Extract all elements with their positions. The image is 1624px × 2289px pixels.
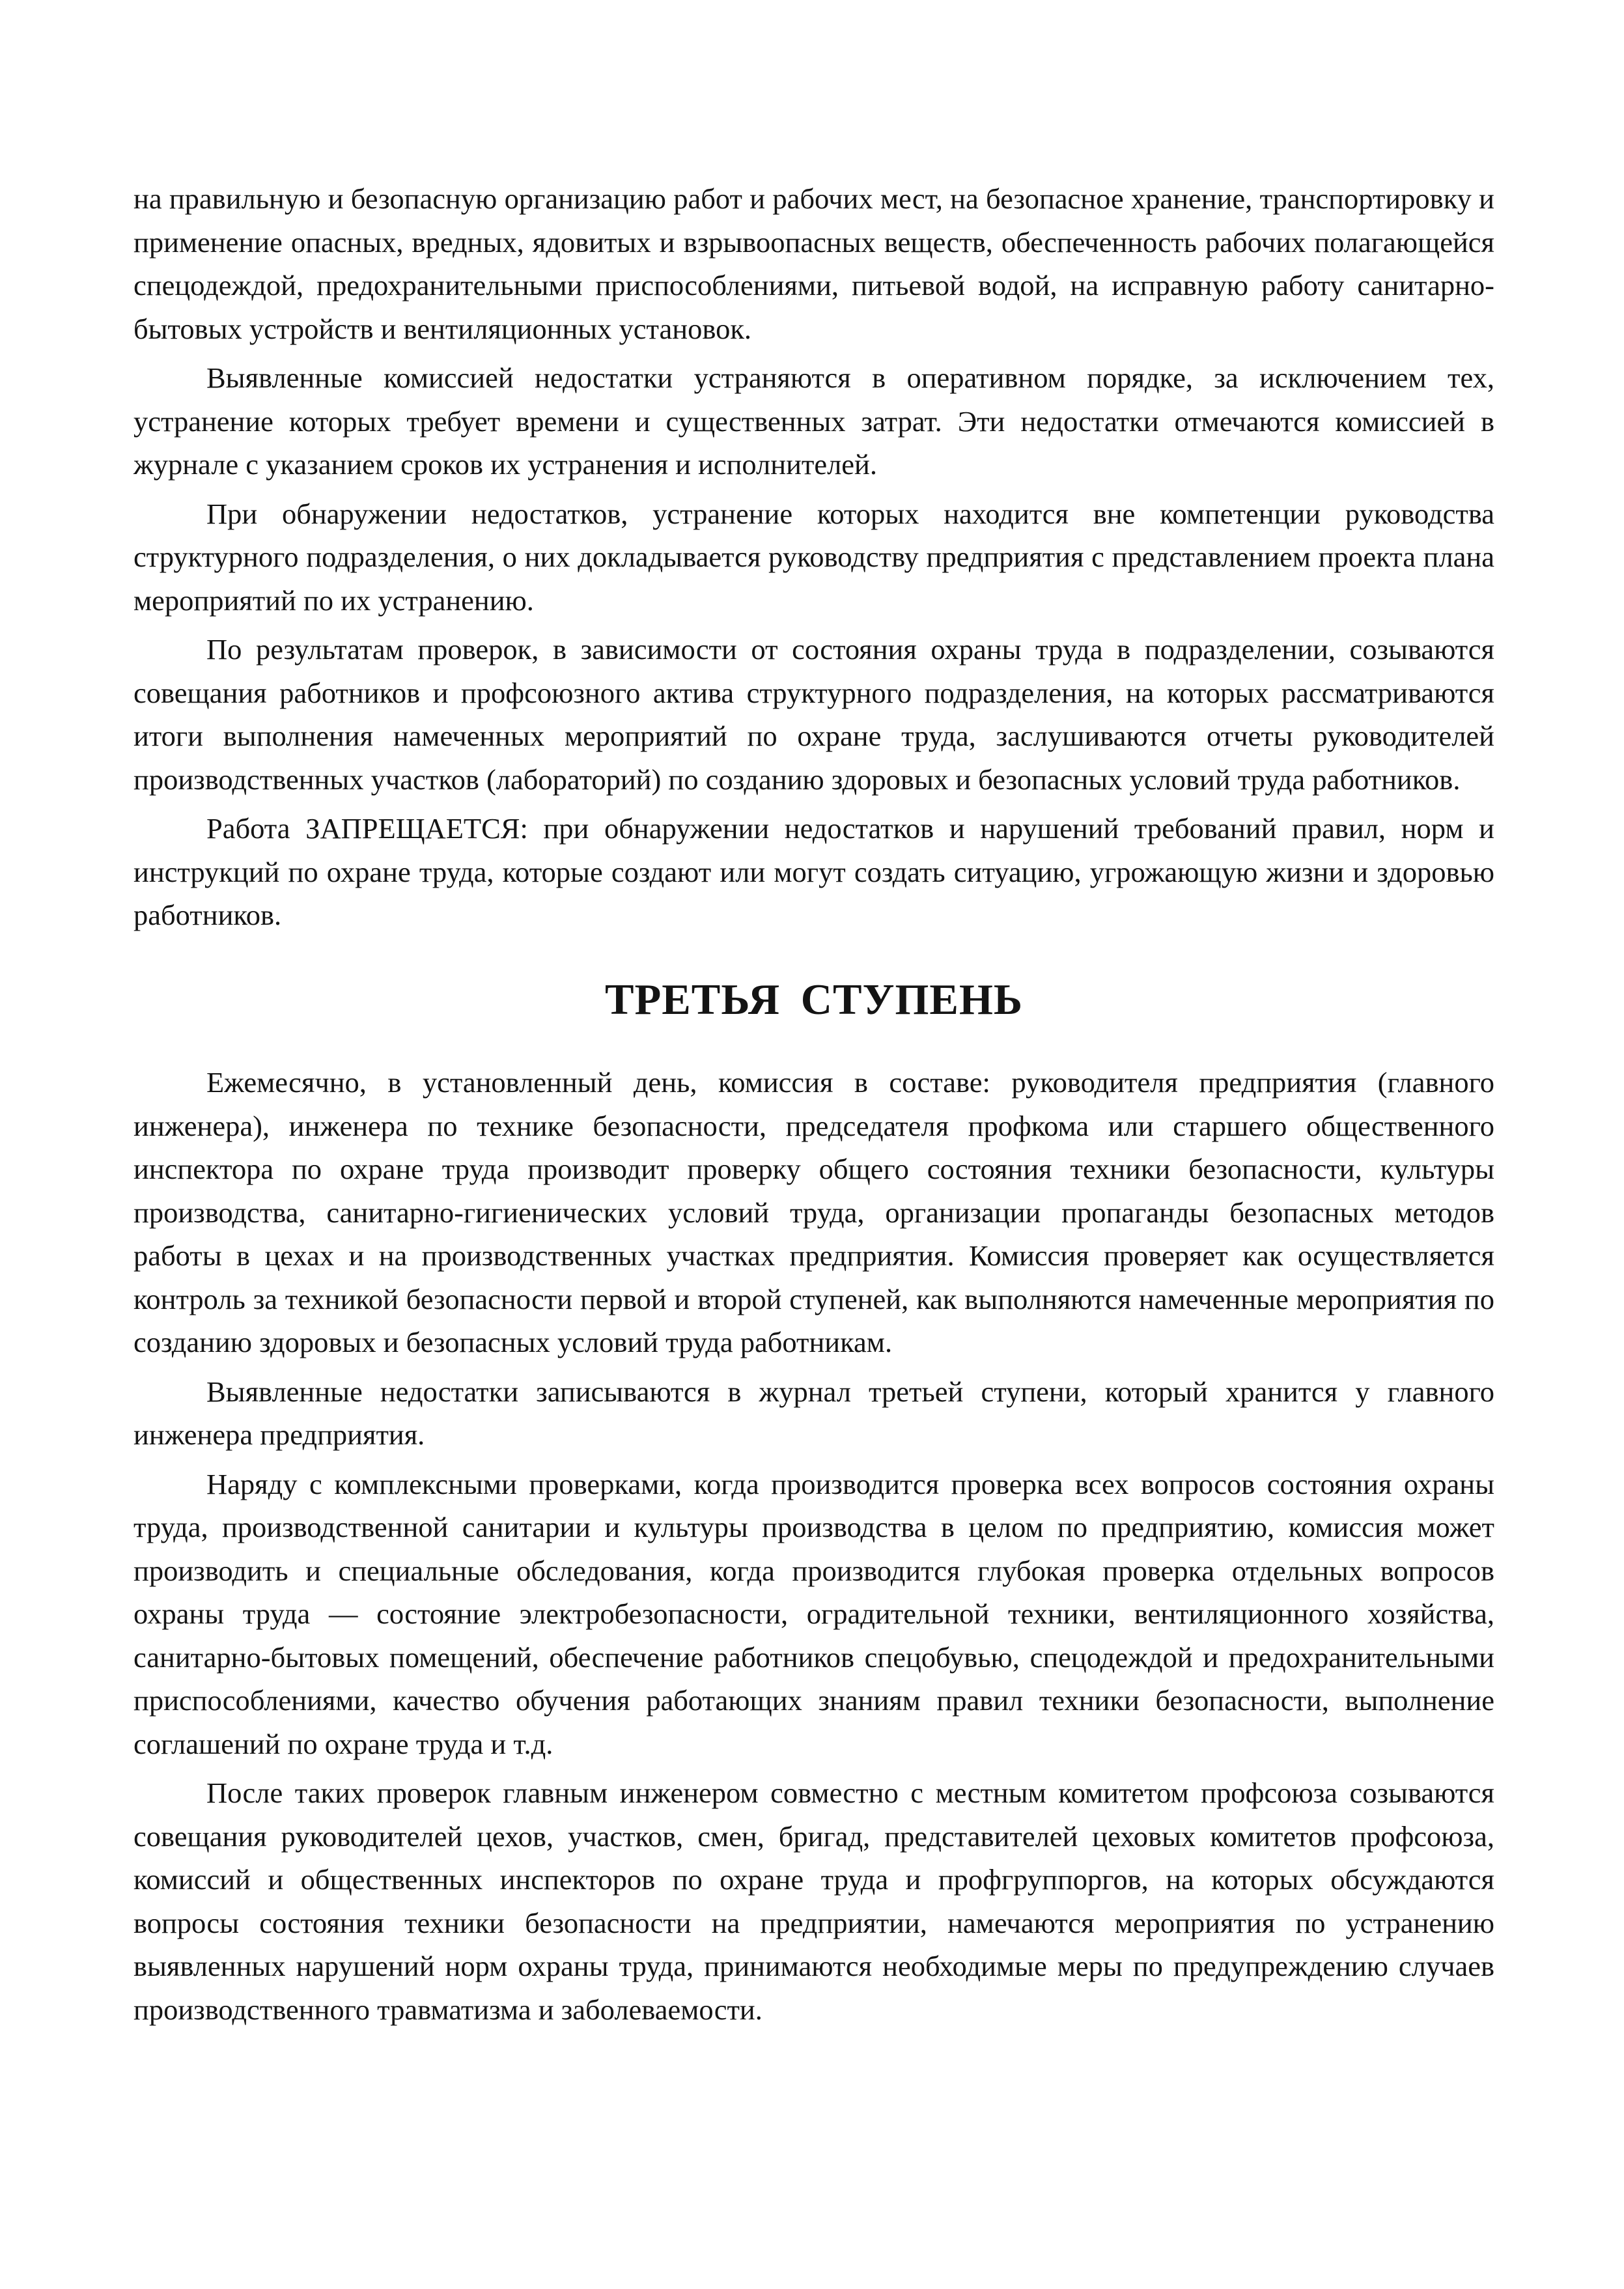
section-heading: ТРЕТЬЯ СТУПЕНЬ [604,976,1023,1024]
paragraph-continuation: на правильную и безопасную организацию работ и рабочих мест, на безопасное хранение, транспортировку и применение опасных, вредных, ядовитых и взрывоопасных веществ, обеспеченность рабочих полагающейся спецодеждой, предохранительными приспособлениями, питьевой водой, на исправную работу санитарно-бытовых устройств и вентиляционных установок. [133,182,1494,345]
paragraph-after-inspections: После таких проверок главным инженером совместно с местным комитетом профсоюза созываются совещания руководителей цехов, участков, смен, бригад, представителей цеховых комитетов профсоюза, комиссий и общественных инспекторов по охране труда и профгруппоргов, на которых обсуждаются вопросы состояния техники безопасности на предприятии, намечаются мероприятия по устранению выявленных нарушений норм охраны труда, принимаются необходимые меры по предупреждению случаев производственного травматизма и заболеваемости. [133,1776,1494,2026]
paragraph-management-report: При обнаружении недостатков, устранение которых находится вне компетенции руководства структурного подразделения, о них докладывается руководству предприятия с представлением проекта плана мероприятий по их устранению. [133,497,1494,617]
paragraph-work-prohibited: Работа ЗАПРЕЩАЕТСЯ: при обнаружении недостатков и нарушений требований правил, норм и инструкций по охране труда, которые создают или могут создать ситуацию, угрожающую жизни и здоровью работников. [133,812,1494,931]
paragraph-meetings: По результатам проверок, в зависимости от состояния охраны труда в подразделении, созываются совещания работников и профсоюзного актива структурного подразделения, на которых рассматриваются итоги выполнения намеченных мероприятий по охране труда, заслушиваются отчеты руководителей производственных участков (лабораторий) по созданию здоровых и безопасных условий труда работников. [133,633,1494,796]
paragraph-journal-record: Выявленные недостатки записываются в журнал третьей ступени, который хранится у главного инженера предприятия. [133,1375,1494,1451]
document-page [133,177,1494,2037]
paragraph-monthly-commission: Ежемесячно, в установленный день, комиссия в составе: руководителя предприятия (главного инженера), инженера по технике безопасности, председателя профкома или старшего общественного инспектора по охране труда производит проверку общего состояния техники безопасности, культуры производства, санитарно-гигиенических условий труда, организации пропаганды безопасных методов работы в цехах и на производственных участках предприятия. Комиссия проверяет как осуществляется контроль за техникой безопасности первой и второй ступеней, как выполняются намеченные мероприятия по созданию здоровых и безопасных условий труда работникам. [133,1066,1494,1358]
paragraph-defects-elimination: Выявленные комиссией недостатки устраняются в оперативном порядке, за исключением тех, устранение которых требует времени и существенных затрат. Эти недостатки отмечаются комиссией в журнале с указанием сроков их устранения и исполнителей. [133,361,1494,481]
paragraph-complex-inspections: Наряду с комплексными проверками, когда производится проверка всех вопросов состояния охраны труда, производственной санитарии и культуры производства в целом по предприятию, комиссия может производить и специальные обследования, когда производится глубокая проверка отдельных вопросов охраны труда — состояние электробезопасности, оградительной техники, вентиляционного хозяйства, санитарно-бытовых помещений, обеспечение работников спецобувью, спецодеждой и предохранительными приспособлениями, качество обучения работающих знаниям правил техники безопасности, выполнение соглашений по охране труда и т.д. [133,1467,1494,1760]
